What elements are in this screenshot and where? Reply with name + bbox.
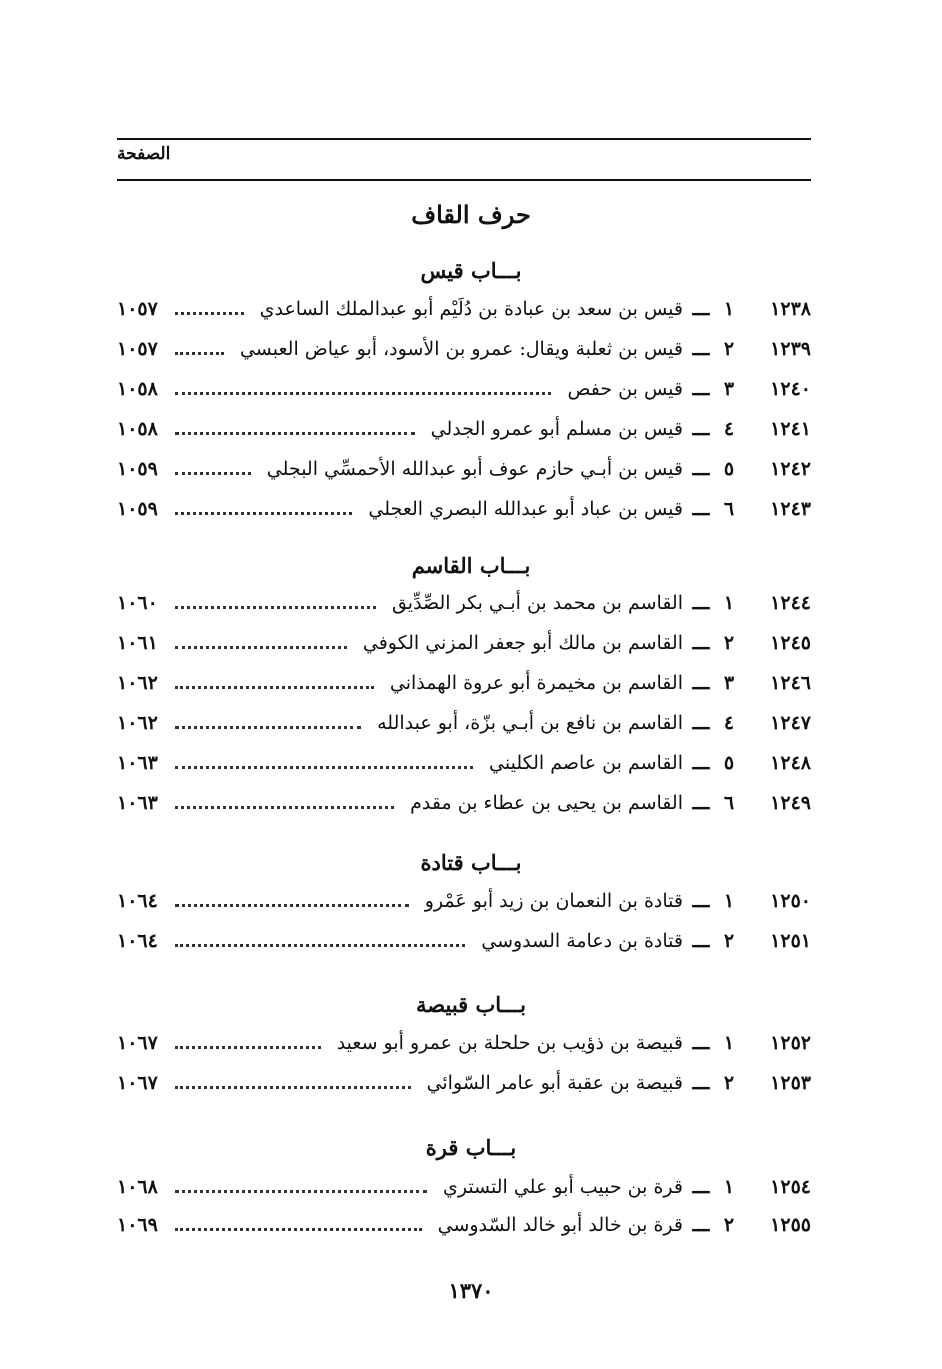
toc-entry[interactable]: [117, 298, 811, 328]
toc-entry[interactable]: [117, 498, 811, 528]
leader-dots: [175, 338, 224, 355]
leader-dots: [175, 1032, 321, 1049]
header-bottom-rule: [117, 179, 811, 181]
entry-title: القاسم بن محمد بن أبـي بكر الصِّدِّيق: [391, 592, 683, 614]
entry-number: ١٢٥٠: [770, 890, 811, 912]
entry-dash: ـــ: [692, 338, 710, 360]
section-title: بـــاب قتادة: [420, 850, 522, 875]
entry-sub-number: ٤: [723, 712, 735, 734]
entry-dash: ـــ: [692, 498, 710, 520]
entry-number: ١٢٥١: [770, 930, 811, 952]
leader-dots: [175, 1214, 422, 1231]
toc-entry[interactable]: [117, 338, 811, 368]
entry-dash: ـــ: [692, 418, 710, 440]
entry-page: ١٠٦٧: [117, 1032, 158, 1054]
entry-title: قيس بن حفص: [567, 378, 683, 400]
leader-dots: [175, 1176, 427, 1193]
entry-sub-number: ١: [723, 592, 735, 614]
section-title: بـــاب قيس: [420, 258, 522, 283]
entry-page: ١٠٦٤: [117, 930, 158, 952]
page-column-label: الصفحة: [117, 144, 171, 164]
entry-sub-number: ٥: [723, 752, 735, 774]
entry-title: قيس بن مسلم أبو عمرو الجدلي: [430, 418, 683, 440]
toc-entry[interactable]: [117, 1214, 811, 1244]
entry-number: ١٢٣٨: [770, 298, 811, 320]
section-title: بـــاب قرة: [425, 1135, 517, 1160]
entry-sub-number: ٤: [723, 418, 735, 440]
entry-page: ١٠٦٨: [117, 1176, 158, 1198]
leader-dots: [175, 792, 394, 809]
entry-title: قتادة بن النعمان بن زيد أبو عَمْرو: [424, 890, 683, 912]
leader-dots: [175, 752, 473, 769]
entry-sub-number: ٢: [723, 930, 735, 952]
entry-page: ١٠٥٧: [117, 338, 158, 360]
toc-entry[interactable]: [117, 752, 811, 782]
leader-dots: [175, 458, 251, 475]
entry-sub-number: ٦: [723, 498, 735, 520]
entry-sub-number: ٢: [723, 632, 735, 654]
entry-dash: ـــ: [692, 1032, 710, 1054]
leader-dots: [175, 712, 361, 729]
entry-title: قيس بن عباد أبو عبدالله البصري العجلي: [368, 498, 683, 520]
entry-number: ١٢٣٩: [770, 338, 811, 360]
entry-dash: ـــ: [692, 930, 710, 952]
entry-title: القاسم بن نافع بن أبـي بزّة، أبو عبدالله: [377, 712, 683, 734]
entry-title: قيس بن ثعلبة ويقال: عمرو بن الأسود، أبو عياض العبسي: [239, 338, 683, 360]
toc-entry[interactable]: [117, 1176, 811, 1206]
entry-dash: ـــ: [692, 752, 710, 774]
entry-page: ١٠٥٨: [117, 378, 158, 400]
entry-sub-number: ١: [723, 1176, 735, 1198]
toc-entry[interactable]: [117, 890, 811, 920]
letter-heading: حرف القاف: [411, 200, 531, 229]
entry-dash: ـــ: [692, 1072, 710, 1094]
entry-dash: ـــ: [692, 632, 710, 654]
entry-sub-number: ٥: [723, 458, 735, 480]
entry-dash: ـــ: [692, 592, 710, 614]
entry-page: ١٠٦٠: [117, 592, 158, 614]
entry-page: ١٠٥٩: [117, 498, 158, 520]
entry-number: ١٢٥٥: [770, 1214, 811, 1236]
entry-dash: ـــ: [692, 458, 710, 480]
entry-page: ١٠٦٩: [117, 1214, 158, 1236]
entry-number: ١٢٤٨: [770, 752, 811, 774]
entry-dash: ـــ: [692, 712, 710, 734]
entry-page: ١٠٦٤: [117, 890, 158, 912]
entry-page: ١٠٦١: [117, 632, 158, 654]
entry-number: ١٢٤٧: [770, 712, 811, 734]
entry-sub-number: ٦: [723, 792, 735, 814]
entry-sub-number: ١: [723, 298, 735, 320]
entry-number: ١٢٤١: [770, 418, 811, 440]
entry-dash: ـــ: [692, 1176, 710, 1198]
toc-entry[interactable]: [117, 378, 811, 408]
entry-number: ١٢٥٣: [770, 1072, 811, 1094]
entry-title: قرة بن خالد أبو خالد السّدوسي: [437, 1214, 683, 1236]
toc-entry[interactable]: [117, 930, 811, 960]
entry-page: ١٠٦٣: [117, 752, 158, 774]
leader-dots: [175, 890, 409, 907]
entry-number: ١٢٤٦: [770, 672, 811, 694]
entry-page: ١٠٦٣: [117, 792, 158, 814]
toc-entry[interactable]: [117, 632, 811, 662]
leader-dots: [175, 632, 347, 649]
toc-entry[interactable]: [117, 712, 811, 742]
entry-page: ١٠٥٧: [117, 298, 158, 320]
entry-page: ١٠٥٨: [117, 418, 158, 440]
entry-title: القاسم بن يحيى بن عطاء بن مقدم: [410, 792, 683, 814]
leader-dots: [175, 298, 244, 315]
leader-dots: [175, 418, 415, 435]
header-top-rule: [117, 138, 811, 140]
entry-title: قيس بن أبـي حازم عوف أبو عبدالله الأحمسِّي البجلي: [266, 458, 683, 480]
leader-dots: [175, 930, 465, 947]
entry-page: ١٠٦٢: [117, 712, 158, 734]
entry-sub-number: ٢: [723, 338, 735, 360]
entry-dash: ـــ: [692, 672, 710, 694]
section-title: بـــاب قبيصة: [416, 992, 526, 1017]
entry-number: ١٢٤٠: [770, 378, 811, 400]
entry-page: ١٠٦٢: [117, 672, 158, 694]
entry-page: ١٠٦٧: [117, 1072, 158, 1094]
entry-sub-number: ٣: [723, 672, 735, 694]
leader-dots: [175, 1072, 411, 1089]
entry-title: القاسم بن عاصم الكليني: [489, 752, 683, 774]
entry-title: قتادة بن دعامة السدوسي: [481, 930, 683, 952]
entry-title: القاسم بن مالك أبو جعفر المزني الكوفي: [362, 632, 683, 654]
entry-title: قيس بن سعد بن عبادة بن دُلَيْم أبو عبدالملك الساعدي: [259, 298, 683, 320]
toc-entry[interactable]: [117, 418, 811, 448]
toc-entry[interactable]: [117, 592, 811, 622]
entry-dash: ـــ: [692, 1214, 710, 1236]
leader-dots: [175, 672, 374, 689]
leader-dots: [175, 378, 551, 395]
entry-title: قرة بن حبيب أبو علي التستري: [442, 1176, 683, 1198]
toc-entry[interactable]: [117, 792, 811, 822]
leader-dots: [175, 592, 376, 609]
leader-dots: [175, 498, 352, 515]
toc-entry[interactable]: [117, 1032, 811, 1062]
toc-entry[interactable]: [117, 1072, 811, 1102]
entry-dash: ـــ: [692, 890, 710, 912]
entry-title: قبيصة بن ذؤيب بن حلحلة بن عمرو أبو سعيد: [336, 1032, 683, 1054]
entry-title: القاسم بن مخيمرة أبو عروة الهمذاني: [389, 672, 683, 694]
entry-sub-number: ١: [723, 890, 735, 912]
entry-number: ١٢٤٩: [770, 792, 811, 814]
toc-entry[interactable]: [117, 458, 811, 488]
entry-number: ١٢٥٤: [770, 1176, 811, 1198]
entry-dash: ـــ: [692, 792, 710, 814]
entry-dash: ـــ: [692, 298, 710, 320]
section-title: بـــاب القاسم: [411, 553, 531, 578]
entry-number: ١٢٤٤: [770, 592, 811, 614]
entry-number: ١٢٥٢: [770, 1032, 811, 1054]
footer-page-number: ١٣٧٠: [448, 1278, 494, 1303]
entry-number: ١٢٤٣: [770, 498, 811, 520]
entry-sub-number: ٣: [723, 378, 735, 400]
entry-number: ١٢٤٢: [770, 458, 811, 480]
entry-number: ١٢٤٥: [770, 632, 811, 654]
entry-sub-number: ٢: [723, 1072, 735, 1094]
entry-dash: ـــ: [692, 378, 710, 400]
toc-entry[interactable]: [117, 672, 811, 702]
entry-title: قبيصة بن عقبة أبو عامر السّوائي: [426, 1072, 683, 1094]
entry-sub-number: ٢: [723, 1214, 735, 1236]
entry-page: ١٠٥٩: [117, 458, 158, 480]
entry-sub-number: ١: [723, 1032, 735, 1054]
